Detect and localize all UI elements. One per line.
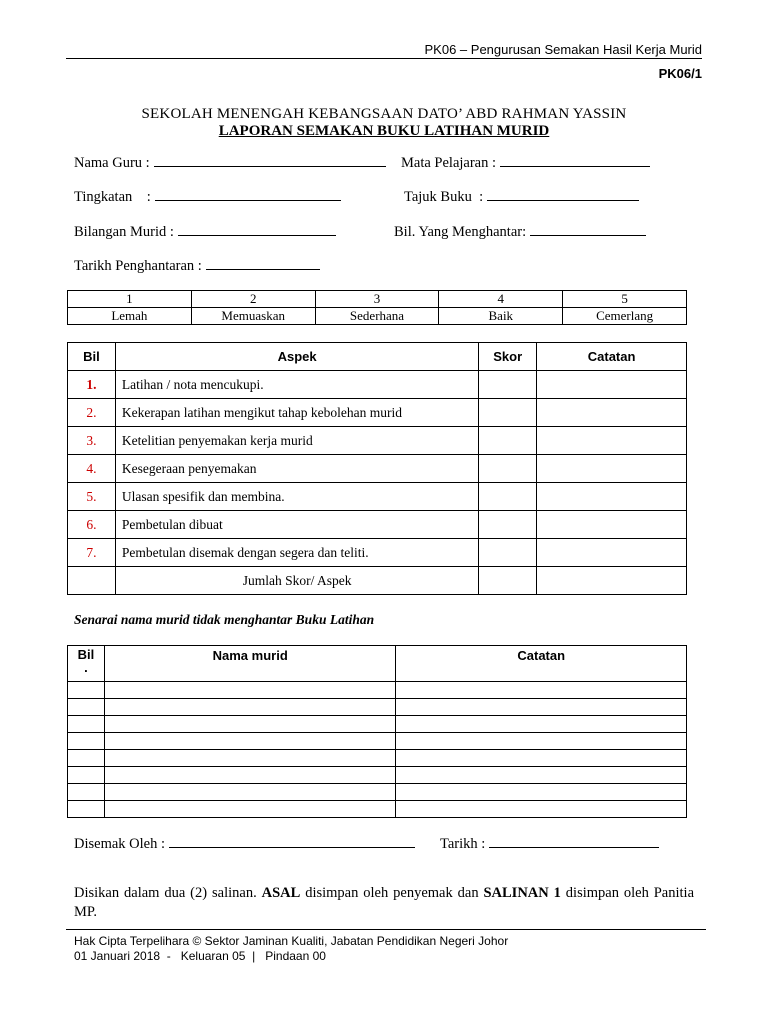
note-bold-asal: ASAL	[261, 885, 301, 901]
catatan-cell[interactable]	[537, 427, 687, 455]
catatan-cell[interactable]	[537, 511, 687, 539]
mata-pelajaran-line[interactable]	[500, 154, 650, 167]
bil-cell[interactable]	[68, 750, 105, 767]
table-row	[68, 750, 687, 767]
tingkatan-label: Tingkatan :	[74, 189, 151, 205]
mata-pelajaran-label: Mata Pelajaran :	[401, 155, 497, 171]
form-code: PK06/1	[658, 66, 702, 81]
table-row	[68, 455, 687, 483]
nama-cell[interactable]	[104, 699, 396, 716]
bil-header-dot: .	[84, 660, 88, 675]
aspek-table	[67, 342, 687, 595]
nama-cell[interactable]	[104, 801, 396, 818]
table-row	[68, 399, 687, 427]
aspek-text: Ketelitian penyemakan kerja murid	[115, 427, 478, 455]
bil-cell[interactable]	[68, 682, 105, 699]
table-row	[68, 539, 687, 567]
scale-label: Cemerlang	[563, 308, 687, 325]
senarai-title: Senarai nama murid tidak menghantar Buku Latihan	[74, 612, 375, 627]
catatan-cell[interactable]	[396, 767, 687, 784]
nama-cell[interactable]	[104, 682, 396, 699]
bil-menghantar-line[interactable]	[530, 223, 646, 236]
nama-murid-header: Nama murid	[104, 646, 396, 682]
bil-cell[interactable]	[68, 733, 105, 750]
scale-label: Lemah	[68, 308, 192, 325]
bil-header: Bil	[68, 343, 116, 371]
table-row	[68, 733, 687, 750]
nama-cell[interactable]	[104, 784, 396, 801]
copies-note	[74, 884, 694, 922]
footer-divider	[66, 929, 706, 930]
note-bold-salinan: SALINAN 1	[483, 885, 561, 901]
row-number: 2.	[68, 399, 116, 427]
skor-cell[interactable]	[479, 511, 537, 539]
disemak-oleh-label: Disemak Oleh :	[74, 836, 166, 852]
bil-cell[interactable]	[68, 767, 105, 784]
nama-cell[interactable]	[104, 750, 396, 767]
catatan-cell[interactable]	[396, 784, 687, 801]
total-label: Jumlah Skor/ Aspek	[115, 567, 478, 595]
scale-number: 4	[439, 291, 563, 308]
header-divider	[66, 58, 702, 59]
tajuk-buku-label: Tajuk Buku :	[404, 189, 484, 205]
bilangan-murid-field[interactable]	[74, 223, 336, 241]
nama-cell[interactable]	[104, 716, 396, 733]
footer-version: 01 Januari 2018 - Keluaran 05 | Pindaan 00	[74, 949, 326, 963]
scale-number: 5	[563, 291, 687, 308]
aspek-header: Aspek	[115, 343, 478, 371]
row-number: 1.	[68, 371, 116, 399]
row-number: 5.	[68, 483, 116, 511]
catatan-cell[interactable]	[396, 682, 687, 699]
aspek-text: Pembetulan disemak dengan segera dan teliti.	[115, 539, 478, 567]
catatan-cell[interactable]	[396, 733, 687, 750]
nama-guru-line[interactable]	[154, 154, 386, 167]
school-name: SEKOLAH MENENGAH KEBANGSAAN DATO’ ABD RAHMAN YASSIN	[141, 106, 627, 122]
table-row	[68, 427, 687, 455]
note-part: disimpan oleh penyemak dan	[300, 885, 484, 901]
tarikh-penghantaran-line[interactable]	[206, 257, 320, 270]
catatan-cell[interactable]	[396, 699, 687, 716]
note-part: Disikan dalam dua (2) salinan.	[74, 885, 262, 901]
row-number: 4.	[68, 455, 116, 483]
bilangan-murid-line[interactable]	[178, 223, 336, 236]
catatan-cell[interactable]	[537, 371, 687, 399]
bil-cell[interactable]	[68, 716, 105, 733]
bil-menghantar-field[interactable]	[394, 223, 646, 241]
tajuk-buku-field[interactable]	[404, 188, 639, 206]
skor-cell[interactable]	[479, 455, 537, 483]
total-bil-cell	[68, 567, 116, 595]
total-catatan-cell[interactable]	[537, 567, 687, 595]
disemak-oleh-field[interactable]	[74, 835, 415, 853]
catatan-header: Catatan	[396, 646, 687, 682]
table-row	[68, 511, 687, 539]
catatan-cell[interactable]	[396, 801, 687, 818]
document-header-title: PK06 – Pengurusan Semakan Hasil Kerja Murid	[424, 42, 702, 57]
table-row	[68, 716, 687, 733]
tarikh-line[interactable]	[489, 835, 659, 848]
skor-cell[interactable]	[479, 427, 537, 455]
skor-header: Skor	[479, 343, 537, 371]
scale-number-row	[68, 291, 687, 308]
skor-cell[interactable]	[479, 539, 537, 567]
bil-cell[interactable]	[68, 801, 105, 818]
catatan-cell[interactable]	[396, 716, 687, 733]
catatan-header: Catatan	[537, 343, 687, 371]
report-title: LAPORAN SEMAKAN BUKU LATIHAN MURID	[218, 123, 550, 139]
skor-cell[interactable]	[479, 399, 537, 427]
catatan-cell[interactable]	[537, 455, 687, 483]
tingkatan-line[interactable]	[155, 188, 341, 201]
footer-copyright: Hak Cipta Terpelihara © Sektor Jaminan Kualiti, Jabatan Pendidikan Negeri Johor	[74, 934, 509, 948]
scale-number: 2	[191, 291, 315, 308]
aspek-text: Kesegeraan penyemakan	[115, 455, 478, 483]
scale-number: 3	[315, 291, 439, 308]
table-row	[68, 699, 687, 716]
scale-number: 1	[68, 291, 192, 308]
nama-guru-field[interactable]	[74, 154, 386, 172]
scale-label: Sederhana	[315, 308, 439, 325]
murid-header-row	[68, 646, 687, 682]
skor-cell[interactable]	[479, 371, 537, 399]
nama-cell[interactable]	[104, 733, 396, 750]
bil-header	[68, 646, 105, 682]
scale-label-row	[68, 308, 687, 325]
nama-cell[interactable]	[104, 767, 396, 784]
row-number: 3.	[68, 427, 116, 455]
total-row	[68, 567, 687, 595]
bilangan-murid-label: Bilangan Murid :	[74, 224, 174, 240]
tingkatan-field[interactable]	[74, 188, 341, 206]
nama-guru-label: Nama Guru :	[74, 155, 150, 171]
table-row	[68, 801, 687, 818]
tarikh-penghantaran-label: Tarikh Penghantaran :	[74, 258, 202, 274]
table-row	[68, 784, 687, 801]
row-number: 7.	[68, 539, 116, 567]
total-skor-cell[interactable]	[479, 567, 537, 595]
aspek-text: Pembetulan dibuat	[115, 511, 478, 539]
catatan-cell[interactable]	[537, 399, 687, 427]
scale-label: Memuaskan	[191, 308, 315, 325]
disemak-oleh-line[interactable]	[169, 835, 415, 848]
table-row	[68, 682, 687, 699]
tajuk-buku-line[interactable]	[487, 188, 639, 201]
aspek-text: Latihan / nota mencukupi.	[115, 371, 478, 399]
bil-menghantar-label: Bil. Yang Menghantar:	[394, 224, 527, 240]
tarikh-label: Tarikh :	[440, 836, 486, 852]
bil-cell[interactable]	[68, 784, 105, 801]
aspek-text: Ulasan spesifik dan membina.	[115, 483, 478, 511]
murid-table	[67, 645, 687, 818]
catatan-cell[interactable]	[537, 539, 687, 567]
bil-header-text: Bil	[77, 647, 95, 662]
mata-pelajaran-field[interactable]	[401, 154, 650, 172]
table-row	[68, 767, 687, 784]
table-row	[68, 483, 687, 511]
catatan-cell[interactable]	[537, 483, 687, 511]
tarikh-penghantaran-field[interactable]	[74, 257, 320, 275]
table-row	[68, 371, 687, 399]
tarikh-field[interactable]	[440, 835, 659, 853]
aspek-header-row	[68, 343, 687, 371]
aspek-text: Kekerapan latihan mengikut tahap kebolehan murid	[115, 399, 478, 427]
catatan-cell[interactable]	[396, 750, 687, 767]
skor-cell[interactable]	[479, 483, 537, 511]
rating-scale-table	[67, 290, 687, 325]
row-number: 6.	[68, 511, 116, 539]
note-part: disimpan oleh Panitia MP.	[74, 885, 695, 920]
scale-label: Baik	[439, 308, 563, 325]
bil-cell[interactable]	[68, 699, 105, 716]
